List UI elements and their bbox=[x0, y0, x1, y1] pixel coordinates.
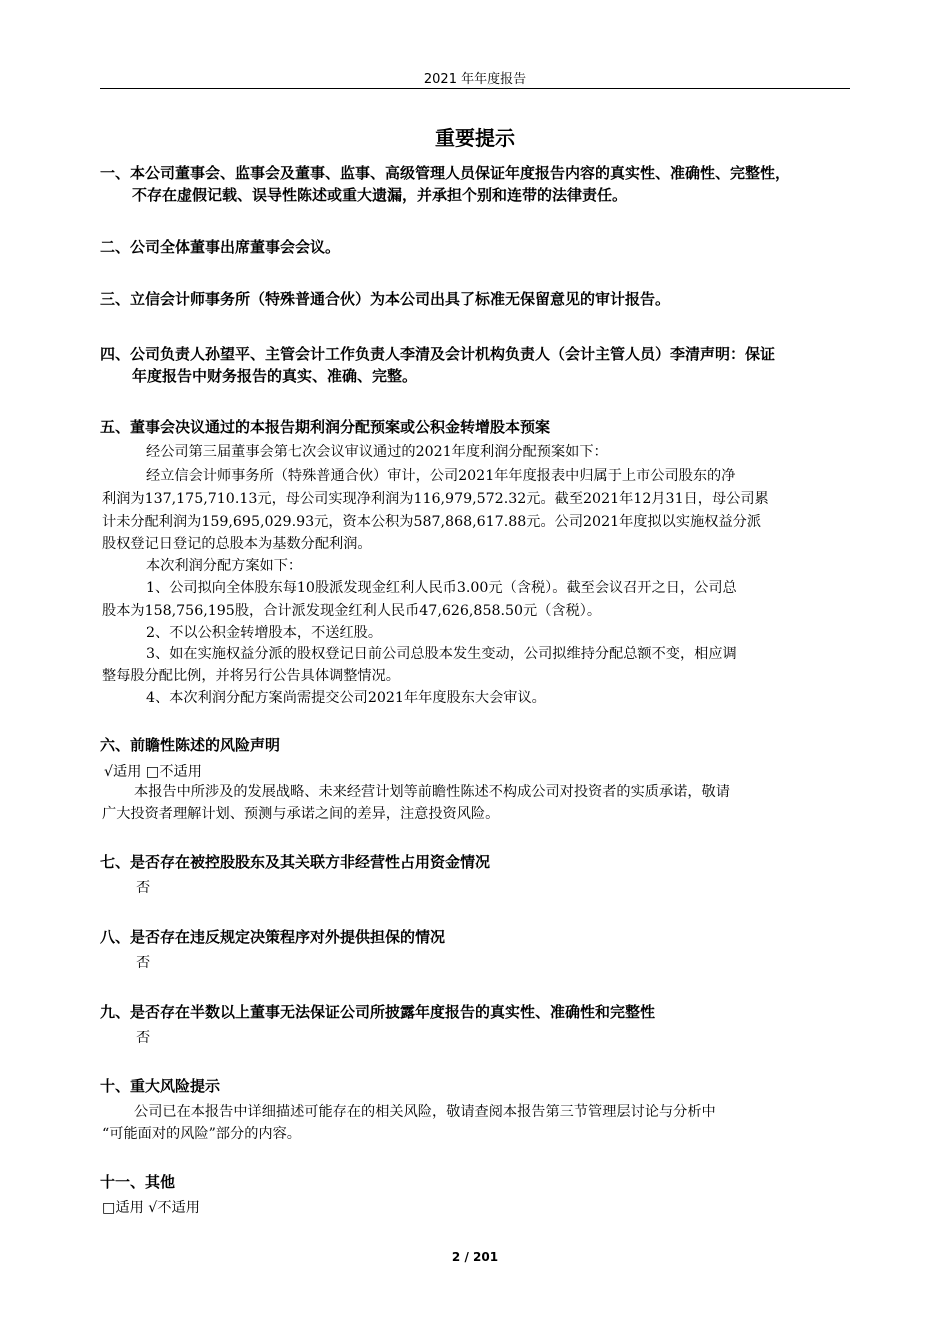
section-5-paragraph: 股权登记日登记的总股本为基数分配利润。 bbox=[102, 536, 372, 552]
section-5-paragraph: 计未分配利润为159,695,029.93元，资本公积为587,868,617.88元。公司2021年度拟以实施权益分派 bbox=[102, 514, 762, 530]
section-5-paragraph: 3、如在实施权益分派的股权登记日前公司总股本发生变动，公司拟维持分配总额不变，相应调 bbox=[146, 646, 737, 662]
section-7-answer: 否 bbox=[136, 880, 151, 896]
section-10-paragraph: “可能面对的风险”部分的内容。 bbox=[102, 1126, 301, 1142]
section-6-paragraph: 本报告中所涉及的发展战略、未来经营计划等前瞻性陈述不构成公司对投资者的实质承诺，敬请 bbox=[134, 784, 730, 800]
section-10-paragraph: 公司已在本报告中详细描述可能存在的相关风险，敬请查阅本报告第三节管理层讨论与分析中 bbox=[134, 1104, 716, 1120]
section-9-answer: 否 bbox=[136, 1030, 151, 1046]
section-7-heading: 七、是否存在被控股股东及其关联方非经营性占用资金情况 bbox=[100, 853, 491, 871]
page-title: 重要提示 bbox=[435, 126, 515, 150]
section-5-paragraph: 整每股分配比例，并将另行公告具体调整情况。 bbox=[102, 668, 400, 684]
page-number: 2 / 201 bbox=[451, 1250, 499, 1264]
section-9-heading: 九、是否存在半数以上董事无法保证公司所披露年度报告的真实性、准确性和完整性 bbox=[100, 1003, 656, 1021]
section-5-paragraph: 4、本次利润分配方案尚需提交公司2021年年度股东大会审议。 bbox=[146, 690, 546, 706]
section-5-paragraph: 经立信会计师事务所（特殊普通合伙）审计，公司2021年年度报表中归属于上市公司股东的净 bbox=[146, 468, 736, 484]
section-6-heading: 六、前瞻性陈述的风险声明 bbox=[100, 736, 281, 754]
header-divider bbox=[100, 88, 850, 89]
section-5-paragraph: 经公司第三届董事会第七次会议审议通过的2021年度利润分配预案如下： bbox=[146, 444, 608, 460]
section-1-line-1: 一、本公司董事会、监事会及董事、监事、高级管理人员保证年度报告内容的真实性、准确性、完整性， bbox=[100, 164, 791, 182]
section-4-line-1: 四、公司负责人孙望平、主管会计工作负责人李清及会计机构负责人（会计主管人员）李清声明：保证 bbox=[100, 345, 776, 363]
section-11-applicability: □适用 √不适用 bbox=[102, 1200, 200, 1216]
section-1-line-2: 不存在虚假记载、误导性陈述或重大遗漏，并承担个别和连带的法律责任。 bbox=[132, 186, 628, 204]
section-6-paragraph: 广大投资者理解计划、预测与承诺之间的差异，注意投资风险。 bbox=[102, 806, 500, 822]
section-4-line-2: 年度报告中财务报告的真实、准确、完整。 bbox=[132, 367, 418, 385]
section-8-heading: 八、是否存在违反规定决策程序对外提供担保的情况 bbox=[100, 928, 446, 946]
section-5-heading: 五、董事会决议通过的本报告期利润分配预案或公积金转增股本预案 bbox=[100, 418, 551, 436]
section-3-heading: 三、立信会计师事务所（特殊普通合伙）为本公司出具了标准无保留意见的审计报告。 bbox=[100, 290, 671, 308]
page-header: 2021 年年度报告 bbox=[423, 72, 527, 87]
section-6-applicability: √适用 □不适用 bbox=[104, 764, 202, 780]
section-10-heading: 十、重大风险提示 bbox=[100, 1077, 221, 1095]
section-2-heading: 二、公司全体董事出席董事会会议。 bbox=[100, 238, 341, 256]
section-5-paragraph: 本次利润分配方案如下： bbox=[146, 558, 303, 574]
section-5-paragraph: 利润为137,175,710.13元，母公司实现净利润为116,979,572.32元。截至2021年12月31日，母公司累 bbox=[102, 491, 769, 507]
section-5-paragraph: 股本为158,756,195股，合计派发现金红利人民币47,626,858.50元（含税）。 bbox=[102, 603, 602, 619]
section-8-answer: 否 bbox=[136, 955, 151, 971]
section-11-heading: 十一、其他 bbox=[100, 1173, 176, 1191]
section-5-paragraph: 2、不以公积金转增股本，不送红股。 bbox=[146, 625, 383, 641]
section-5-paragraph: 1、公司拟向全体股东每10股派发现金红利人民币3.00元（含税）。截至会议召开之日，公司总 bbox=[146, 580, 737, 596]
